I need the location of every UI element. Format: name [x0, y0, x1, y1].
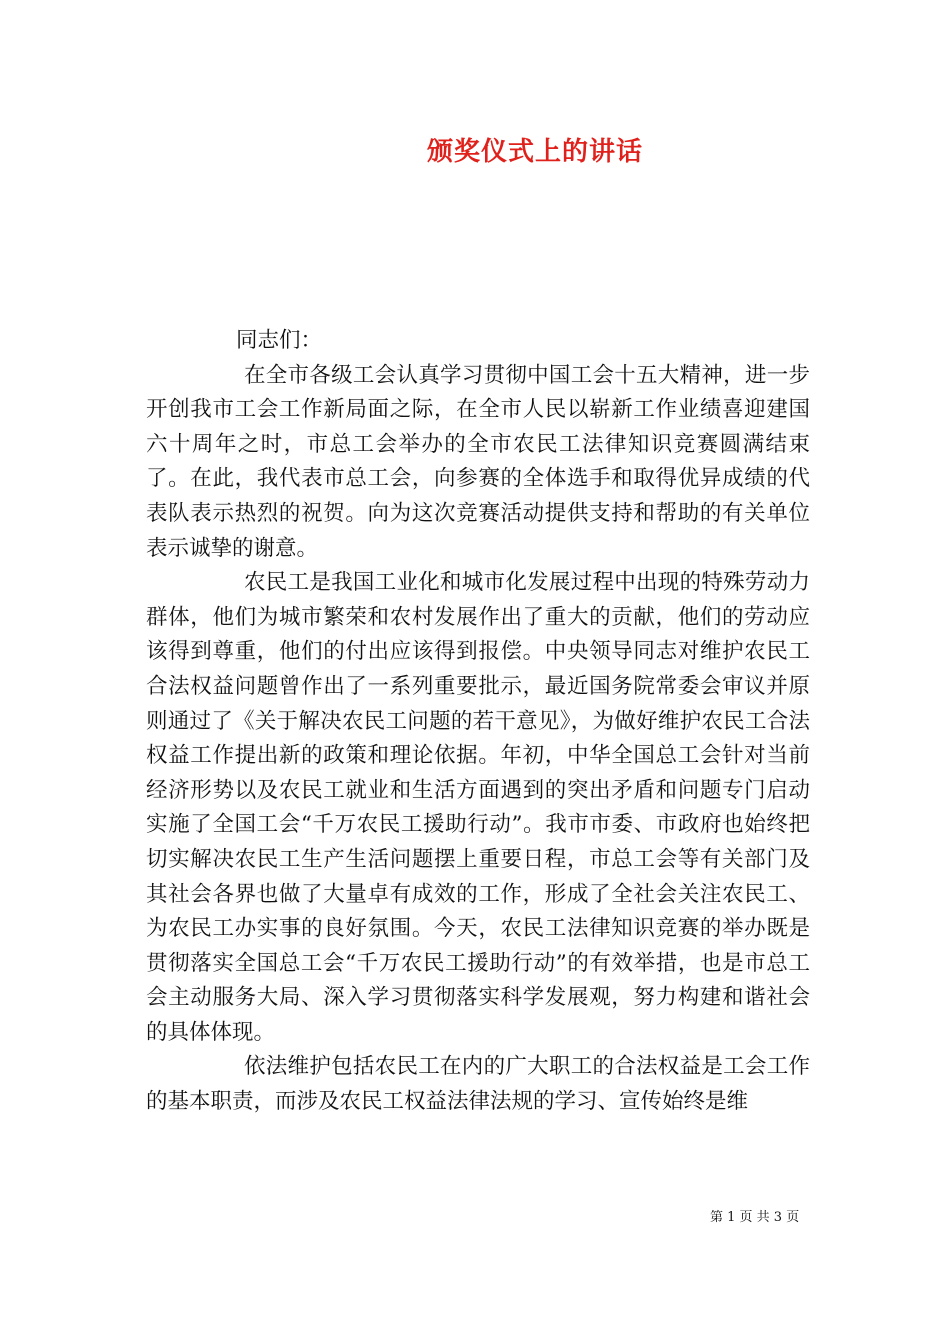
paragraph-1: 在全市各级工会认真学习贯彻中国工会十五大精神，进一步开创我市工会工作新局面之际，在全市人民以崭新工作业绩喜迎建国六十周年之时，市总工会举办的全市农民工法律知识竞赛圆满结束了。在此，我代表市总工会，向参赛的全体选手和取得优异成绩的代表队表示热烈的祝贺。向为这次竞赛活动提供支持和帮助的有关单位表示诚挚的谢意。 — [146, 362, 810, 561]
document-title: 颁奖仪式上的讲话 — [426, 137, 643, 167]
page-number-footer: 第 1 页 共 3 页 — [710, 1210, 800, 1225]
paragraph-2: 农民工是我国工业化和城市化发展过程中出现的特殊劳动力群体，他们为城市繁荣和农村发展作出了重大的贡献，他们的劳动应该得到尊重，他们的付出应该得到报偿。中央领导同志对维护农民工合法权益问题曾作出了一系列重要批示，最近国务院常委会审议并原则通过了《关于解决农民工问题的若干意见》，为做好维护农民工合法权益工作提出新的政策和理论依据。年初，中华全国总工会针对当前经济形势以及农民工就业和生活方面遇到的突出矛盾和问题专门启动实施了全国工会“千万农民工援助行动”。我市市委、市政府也始终把切实解决农民工生产生活问题摆上重要日程，市总工会等有关部门及其社会各界也做了大量卓有成效的工作，形成了全社会关注农民工、为农民工办实事的良好氛围。今天，农民工法律知识竞赛的举办既是贯彻落实全国总工会“千万农民工援助行动”的有效举措，也是市总工会主动服务大局、深入学习贯彻落实科学发展观，努力构建和谐社会的具体体现。 — [146, 570, 810, 1045]
paragraph-3: 依法维护包括农民工在内的广大职工的合法权益是工会工作的基本职责，而涉及农民工权益法律法规的学习、宣传始终是维 — [146, 1054, 810, 1115]
document-body — [146, 324, 810, 1120]
salutation: 同志们： — [236, 328, 323, 353]
